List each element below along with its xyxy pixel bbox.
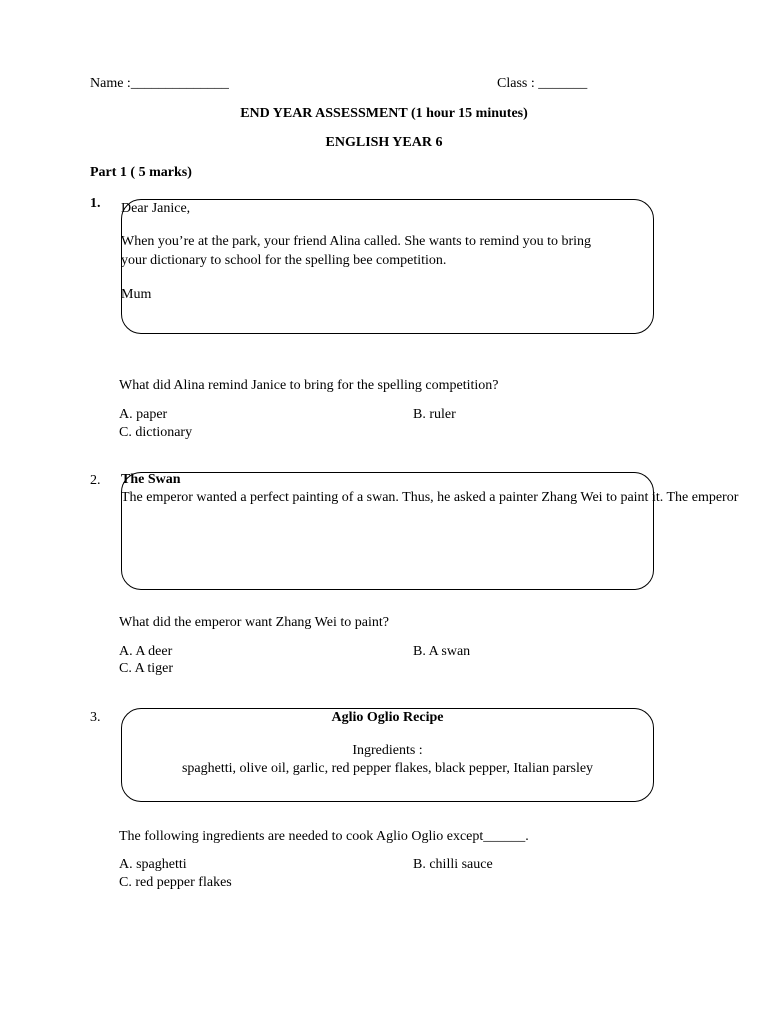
question-2-number: 2.	[90, 473, 101, 488]
recipe-title: Aglio Oglio Recipe	[331, 710, 444, 725]
assessment-title: END YEAR ASSESSMENT (1 hour 15 minutes)	[240, 106, 528, 121]
ingredients-label: Ingredients :	[352, 743, 423, 758]
question-1-option-c: C. dictionary	[119, 425, 193, 440]
note-signature: Mum	[121, 287, 152, 302]
story-title: The Swan	[121, 472, 181, 487]
part-heading: Part 1 ( 5 marks)	[90, 165, 192, 180]
note-line-1: When you’re at the park, your friend Alina called. She wants to remind you to bring	[121, 234, 592, 249]
question-1-text: What did Alina remind Janice to bring for the spelling competition?	[119, 378, 499, 393]
question-2-text: What did the emperor want Zhang Wei to paint?	[119, 615, 389, 630]
question-2-option-b: B. A swan	[413, 644, 471, 659]
name-field-label: Name :______________	[90, 76, 229, 91]
question-3-option-a: A. spaghetti	[119, 857, 187, 872]
question-3-number: 3.	[90, 710, 101, 725]
note-greeting: Dear Janice,	[121, 201, 191, 216]
question-1-number: 1.	[90, 196, 101, 211]
question-3-option-b: B. chilli sauce	[413, 857, 493, 872]
question-3-option-c: C. red pepper flakes	[119, 875, 232, 890]
note-line-2: your dictionary to school for the spelling bee competition.	[121, 253, 447, 268]
ingredients-list: spaghetti, olive oil, garlic, red pepper flakes, black pepper, Italian parsley	[181, 761, 594, 776]
subject-title: ENGLISH YEAR 6	[325, 135, 443, 150]
question-2-option-a: A. A deer	[119, 644, 173, 659]
question-3-text: The following ingredients are needed to cook Aglio Oglio except______.	[119, 829, 529, 844]
question-2-option-c: C. A tiger	[119, 661, 174, 676]
question-1-option-b: B. ruler	[413, 407, 456, 422]
class-field-label: Class : _______	[497, 76, 588, 91]
question-1-option-a: A. paper	[119, 407, 168, 422]
story-text: The emperor wanted a perfect painting of a swan. Thus, he asked a painter Zhang Wei to paint it. The emperor	[121, 490, 739, 505]
